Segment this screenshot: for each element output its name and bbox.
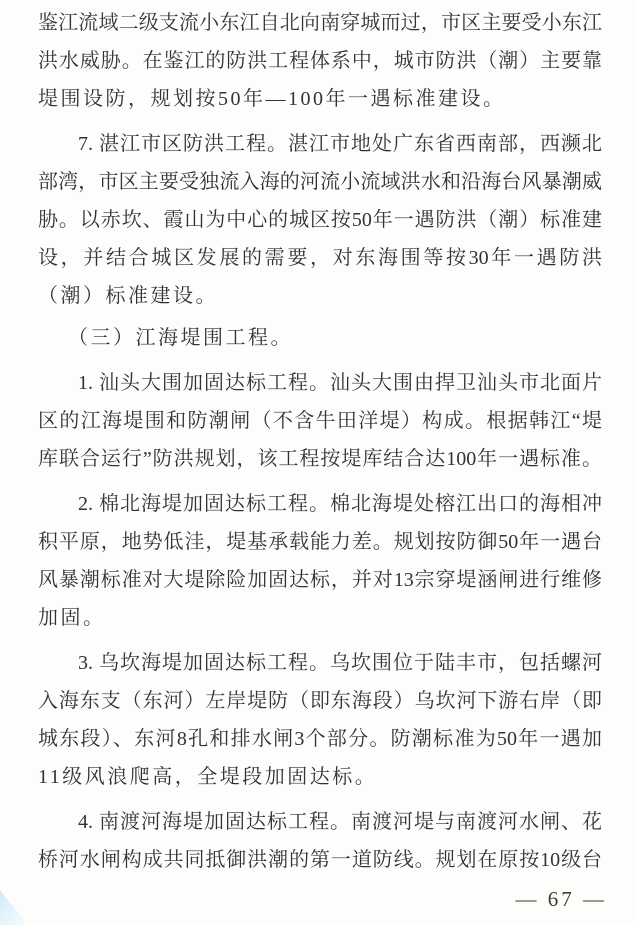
text-line: 堤围设防，规划按50年—100年一遇标准建设。 [38,88,506,110]
text-line: 库联合运行”防洪规划，该工程按堤库结合达100年一遇标准。 [38,448,602,470]
scan-corner-artifact [0,875,28,925]
text-line: 部湾，市区主要受独流入海的河流小流域洪水和沿海台风暴潮威 [38,171,602,193]
text-line: 4. 南渡河海堤加固达标工程。南渡河堤与南渡河水闸、花 [78,811,602,833]
text-line: （潮）标准建设。 [38,285,218,307]
text-line: 3. 乌坎海堤加固达标工程。乌坎围位于陆丰市，包括螺河 [78,652,602,674]
text-line: 桥河水闸构成共同抵御洪潮的第一道防线。规划在原按10级台 [38,849,602,871]
text-line: 胁。以赤坎、霞山为中心的城区按50年一遇防洪（潮）标准建 [38,209,602,231]
text-line: 城东段）、东河8孔和排水闸3个部分。防潮标准为50年一遇加 [38,728,602,750]
text-line: 积平原，地势低洼，堤基承载能力差。规划按防御50年一遇台 [38,531,602,553]
text-block [38,4,602,879]
section-heading: （三）江海堤围工程。 [68,327,293,349]
text-line: 洪水威胁。在鉴江的防洪工程体系中，城市防洪（潮）主要靠 [38,50,602,72]
text-line: 1. 汕头大围加固达标工程。汕头大围由捍卫汕头市北面片 [78,372,602,394]
text-line: 区的江海堤围和防潮闸（不含牛田洋堤）构成。根据韩江“堤 [38,410,602,432]
text-line: 鉴江流域二级支流小东江自北向南穿城而过，市区主要受小东江 [38,12,602,34]
text-line: 11级风浪爬高，全堤段加固达标。 [38,766,378,788]
text-line: 7. 湛江市区防洪工程。湛江市地处广东省西南部，西濒北 [78,133,602,155]
text-line: 加固。 [38,607,106,629]
text-line: 风暴潮标准对大堤除险加固达标，并对13宗穿堤涵闸进行维修 [38,569,602,591]
text-line: 设，并结合城区发展的需要，对东海围等按30年一遇防洪 [38,247,602,269]
text-line: 2. 棉北海堤加固达标工程。棉北海堤处榕江出口的海相冲 [78,493,602,515]
page-number: — 67 — [515,887,607,911]
text-line: 入海东支（东河）左岸堤防（即东海段）乌坎河下游右岸（即 [38,690,602,712]
